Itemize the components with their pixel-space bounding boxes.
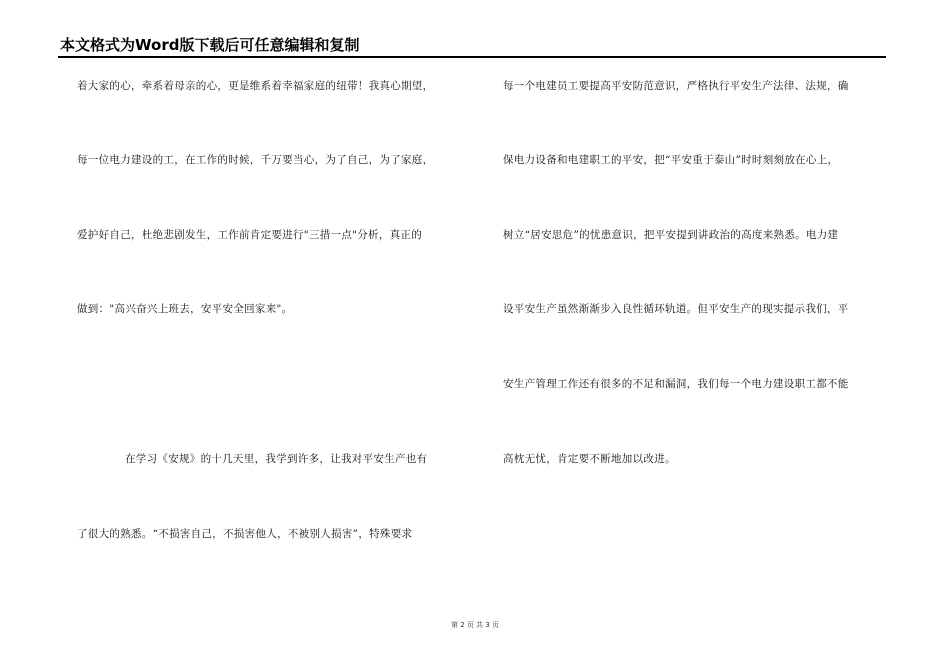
- paragraph-line: 在学习《安规》的十几天里，我学到许多，让我对平安生产也有: [125, 453, 428, 465]
- paragraph-line: 安生产管理工作还有很多的不足和漏洞，我们每一个电力建设职工都不能: [503, 378, 849, 390]
- paragraph-line: 着大家的心，牵系着母亲的心，更是维系着幸福家庭的纽带！我真心期望，: [77, 80, 434, 92]
- paragraph-line: 保电力设备和电建职工的平安，把“平安重于泰山”时时刻刻放在心上，: [503, 154, 839, 166]
- paragraph-line: 树立“居安思危”的忧患意识，把平安提到讲政治的高度来熟悉。电力建: [503, 229, 839, 241]
- paragraph-line: 高枕无忧，肯定要不断地加以改进。: [503, 453, 676, 465]
- paragraph-line: 每一位电力建设的工，在工作的时候，千万要当心，为了自己，为了家庭，: [77, 154, 434, 166]
- document-header-title: 本文格式为Word版下载后可任意编辑和复制: [60, 36, 360, 54]
- page-number-footer: 第 2 页 共 3 页: [450, 621, 500, 629]
- paragraph-line: 爱护好自己，杜绝悲剧发生，工作前肯定要进行"三措一点"分析，真正的: [77, 229, 423, 241]
- paragraph-line: 做到："高兴奋兴上班去，安平安全回家来"。: [77, 303, 293, 315]
- paragraph-line: 每一个电建员工要提高平安防范意识，严格执行平安生产法律、法规，确: [503, 80, 849, 92]
- paragraph-line: 设平安生产虽然渐渐步入良性循环轨道。但平安生产的现实提示我们，平: [503, 303, 849, 315]
- paragraph-line: 了很大的熟悉。“不损害自己，不损害他人，不被别人损害”，特殊要求: [77, 528, 413, 540]
- header-divider: [58, 56, 886, 58]
